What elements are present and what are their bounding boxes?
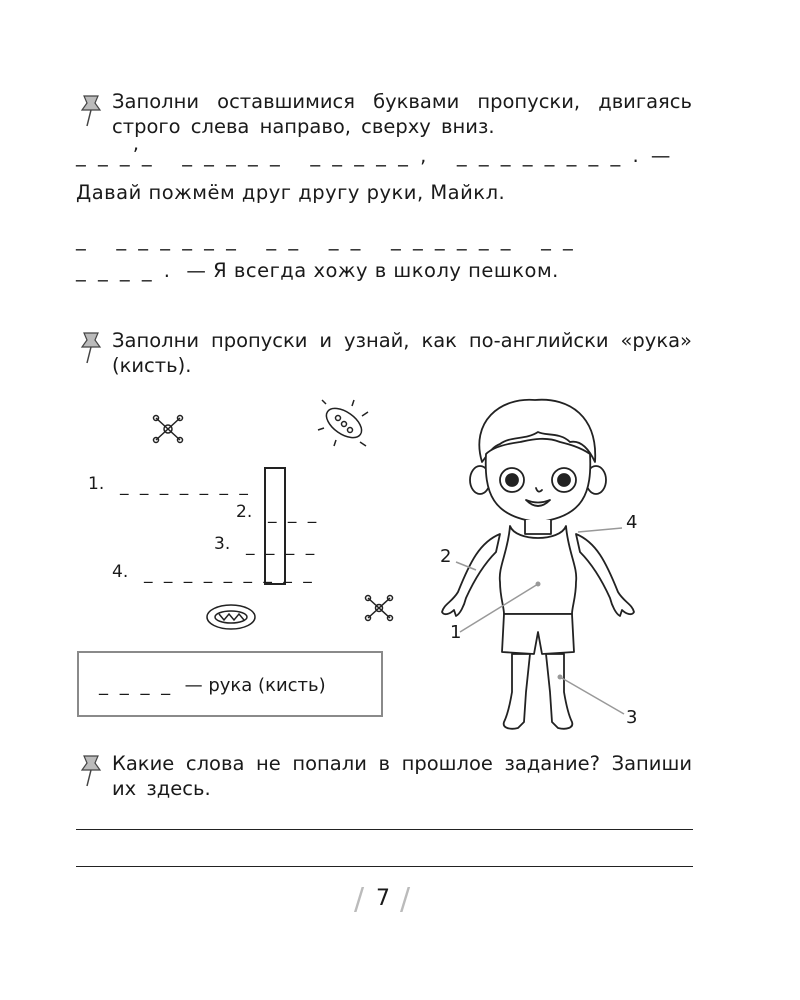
body-label-4: 4 (626, 512, 638, 533)
crossword-row-1: _ _ _ _ _ _ _ (120, 476, 251, 496)
crossword-number: 2. (236, 502, 253, 522)
crossword-number: 4. (112, 562, 129, 582)
decorative-slash: / (354, 882, 365, 917)
crossword-row-3: _ _ _ _ (246, 536, 318, 556)
decorative-slash: / (400, 882, 411, 917)
pushpin-icon (78, 330, 104, 364)
task1-line3-blanks: _ _ _ _ . (76, 259, 173, 282)
germ-icon (202, 600, 260, 634)
crossword-row-2: _ _ _ (268, 504, 320, 524)
task2-instruction: Заполни пропуски и узнай, как по-английски «рука» (кисть). (112, 329, 692, 377)
task1-line3 (76, 259, 559, 282)
answer-text: — рука (кисть) (184, 675, 326, 696)
boy-illustration (430, 392, 650, 740)
page-number: 7 (376, 886, 390, 911)
task1-line3-text: — Я всегда хожу в школу пешком. (186, 259, 559, 282)
body-label-2: 2 (440, 546, 452, 567)
germ-icon (316, 398, 372, 448)
pushpin-icon (78, 93, 104, 127)
task1-line1-text: Давай пожмём друг другу руки, Майкл. (76, 181, 506, 204)
body-label-1: 1 (450, 622, 462, 643)
germ-icon (364, 594, 394, 622)
body-label-3: 3 (626, 707, 638, 728)
task1-line1-blanks: _ _ _’_ _ _ _ _ _ _ _ _ _ _ , _ _ _ _ _ _ _ _ . — (76, 144, 674, 167)
writing-line[interactable] (76, 866, 693, 867)
pushpin-icon (78, 753, 104, 787)
writing-line[interactable] (76, 829, 693, 830)
crossword-number: 3. (214, 534, 231, 554)
crossword-number: 1. (88, 474, 105, 494)
task1-instruction: Заполни оставшимися буквами пропуски, двигаясь строго слева направо, сверху вниз. (112, 90, 692, 138)
task3-instruction: Какие слова не попали в прошлое задание? Запиши их здесь. (112, 752, 692, 800)
germ-icon (150, 414, 186, 444)
crossword-row-4: _ _ _ _ _ _ _ _ _ (144, 564, 315, 584)
task1-line2-blanks: _ _ _ _ _ _ _ _ _ _ _ _ _ _ _ _ _ _ _ (76, 228, 576, 251)
answer-blanks: _ _ _ _ (99, 675, 174, 696)
answer-box (77, 651, 383, 717)
